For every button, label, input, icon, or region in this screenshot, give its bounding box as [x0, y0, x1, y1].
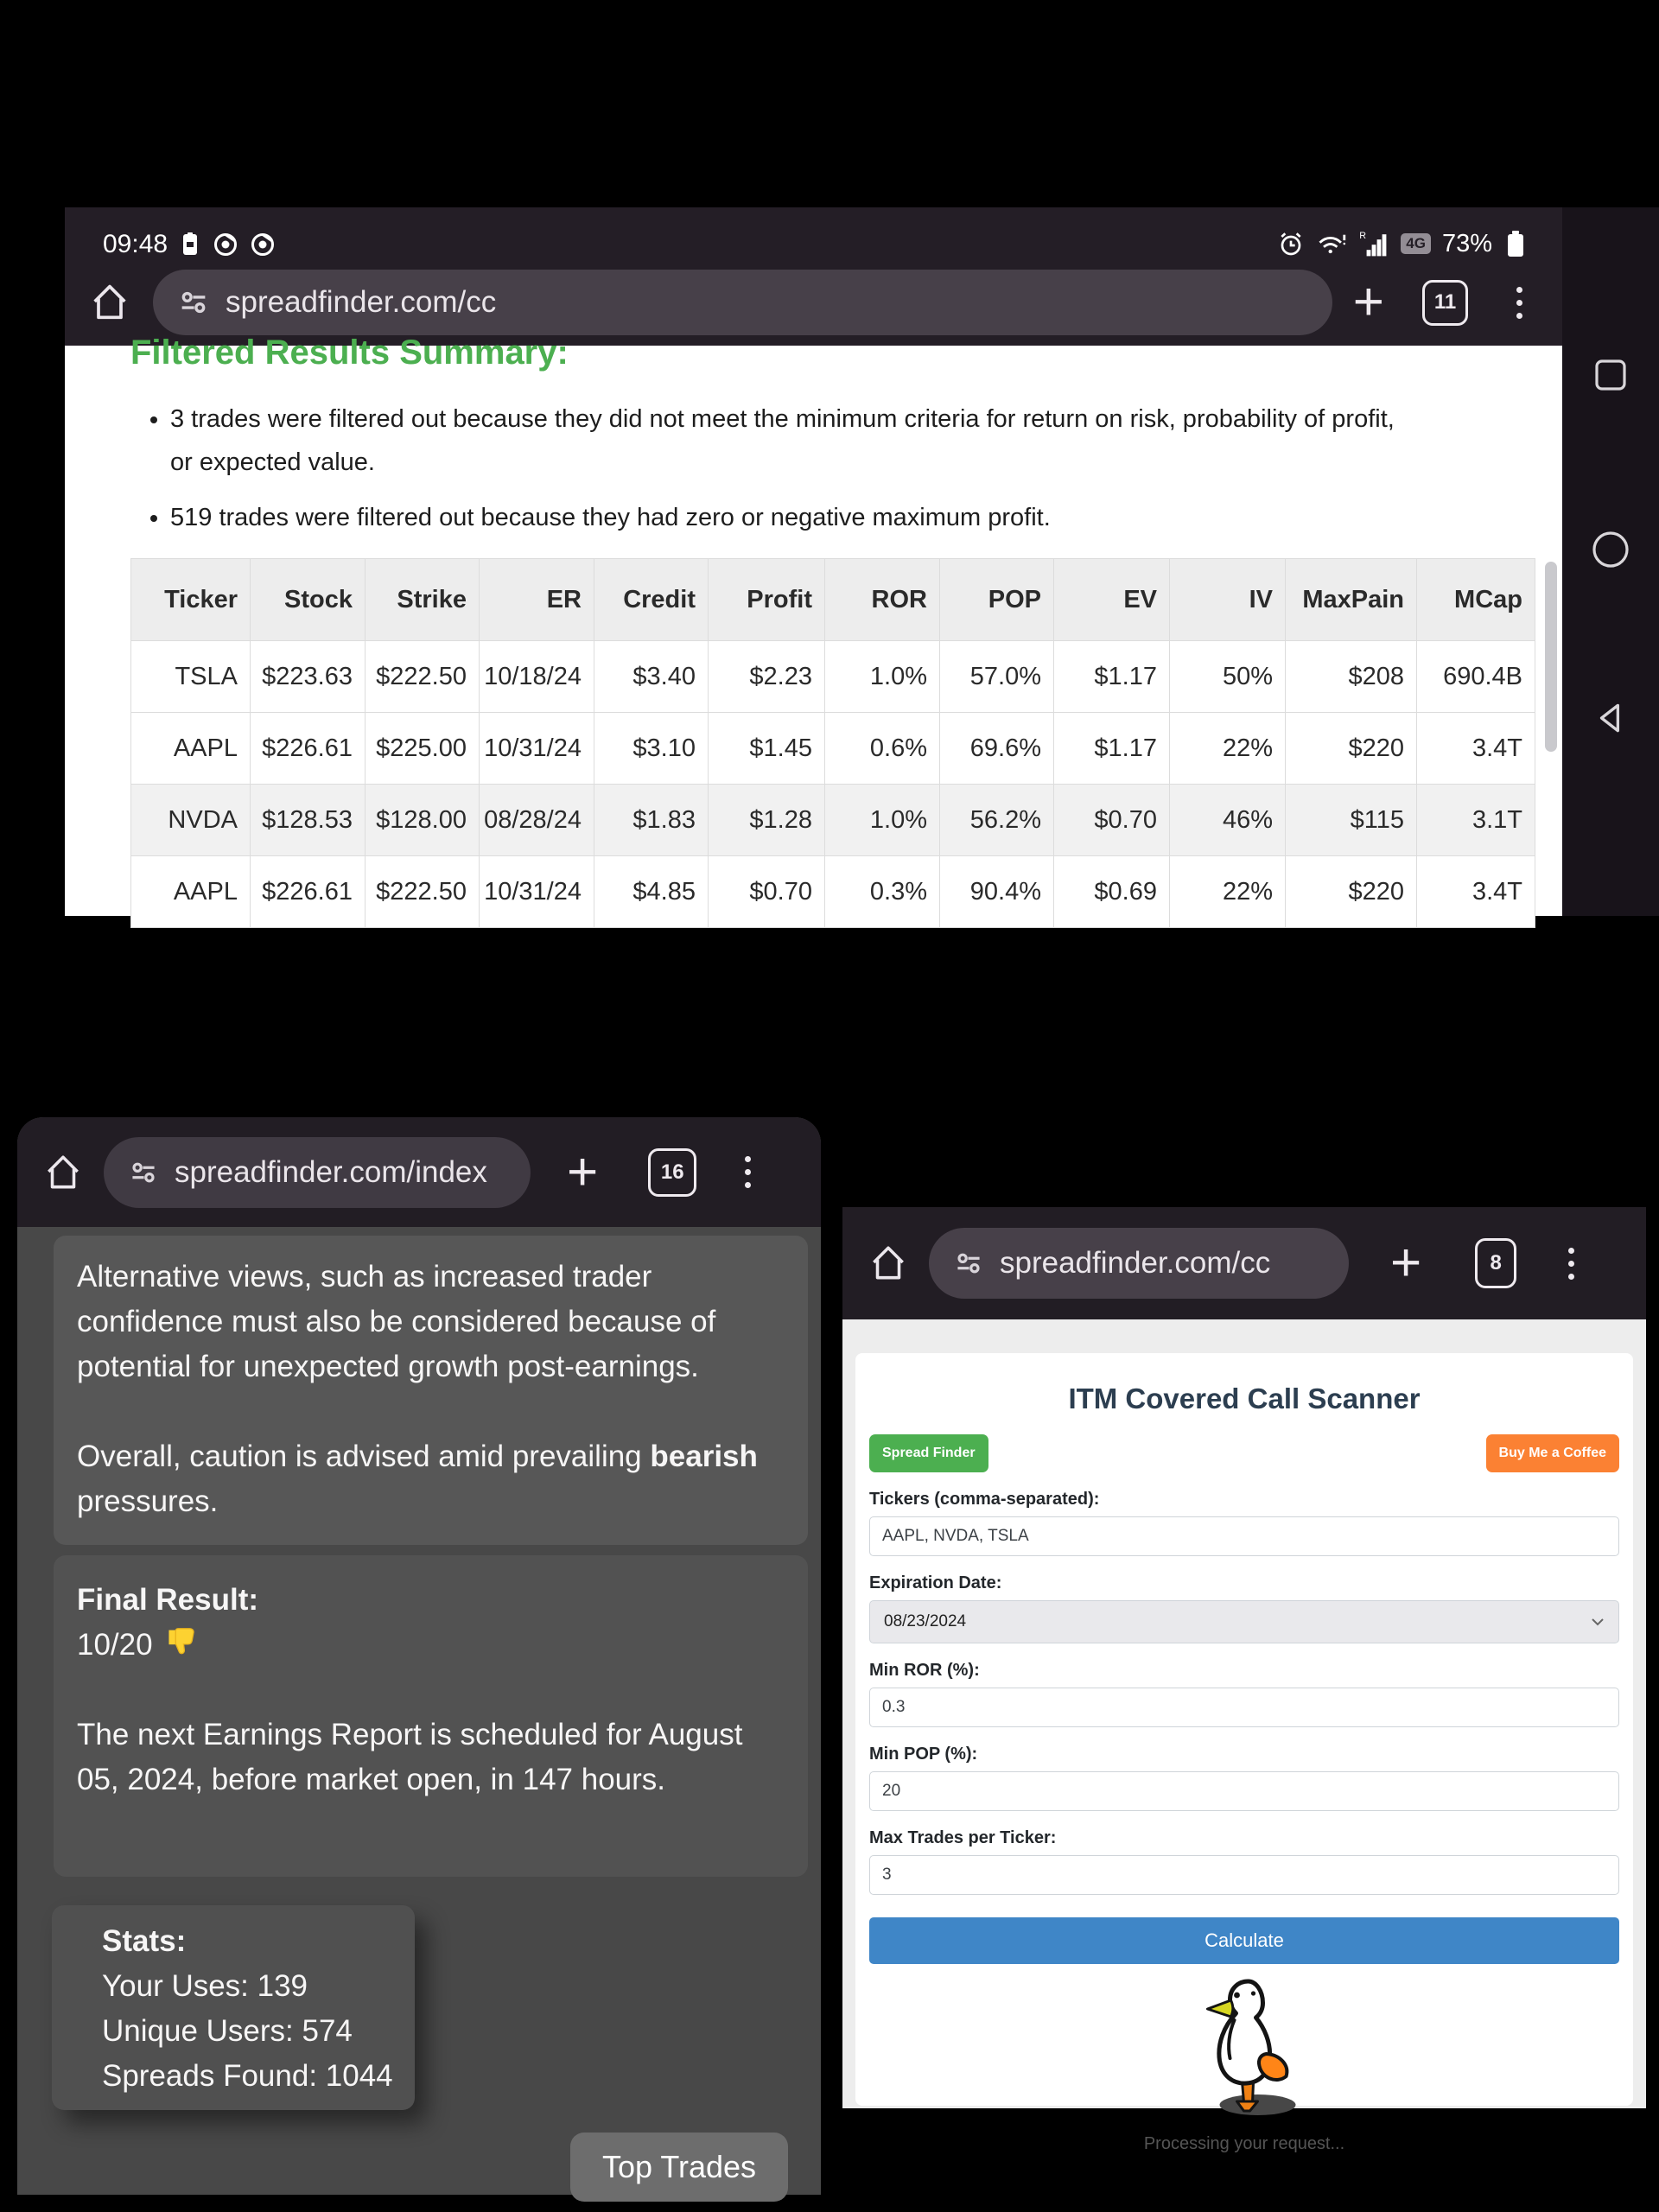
cell: AAPL — [131, 856, 251, 928]
stats-card — [52, 1905, 415, 2110]
menu-button[interactable] — [745, 1156, 751, 1188]
new-tab-button[interactable]: + — [567, 1141, 599, 1202]
cell: 69.6% — [940, 713, 1054, 785]
tab-switcher-button[interactable]: 16 — [648, 1148, 696, 1197]
bottom-left-browser-screenshot — [17, 1117, 821, 2195]
final-result-value — [77, 1623, 785, 1668]
bottom-right-browser-screenshot — [842, 1207, 1646, 2212]
cell: 56.2% — [940, 785, 1054, 856]
cell: 90.4% — [940, 856, 1054, 928]
col-header: POP — [940, 559, 1054, 641]
cell: 57.0% — [940, 641, 1054, 713]
cell: AAPL — [131, 713, 251, 785]
back-nav-button[interactable] — [1591, 698, 1630, 738]
notification-app-icon — [179, 232, 201, 257]
cell: $1.83 — [594, 785, 709, 856]
filter-summary-list — [130, 397, 1397, 539]
home-icon[interactable] — [41, 1151, 85, 1194]
tickers-label: Tickers (comma-separated): — [869, 1490, 1100, 1509]
url-bar[interactable] — [153, 270, 1332, 335]
cell: $128.00 — [365, 785, 480, 856]
min-ror-input[interactable] — [869, 1688, 1619, 1727]
status-bar — [65, 207, 1562, 259]
status-right — [1277, 228, 1528, 259]
tab-switcher-button[interactable]: 11 — [1422, 280, 1468, 326]
col-header: Stock — [251, 559, 365, 641]
max-trades-input[interactable] — [869, 1855, 1619, 1895]
cell: $223.63 — [251, 641, 365, 713]
cell: 22% — [1170, 713, 1286, 785]
cell: $2.23 — [709, 641, 825, 713]
spread-finder-button[interactable]: Spread Finder — [869, 1434, 988, 1472]
menu-button[interactable] — [1568, 1248, 1574, 1280]
stats-label: Stats: — [102, 1924, 187, 1958]
top-trades-button[interactable]: Top Trades — [570, 2133, 788, 2202]
cell: $0.70 — [1054, 785, 1170, 856]
site-settings-icon[interactable] — [955, 1249, 982, 1277]
filter-summary-item: • 519 trades were filtered out because they had zero or negative maximum profit. — [170, 496, 1397, 539]
stats-your-uses: Your Uses: 139 — [102, 1969, 308, 2003]
network-type-badge: 4G — [1401, 233, 1431, 254]
filtered-results-heading: Filtered Results Summary: — [130, 334, 569, 372]
top-browser-chrome — [65, 207, 1562, 346]
svg-text:R: R — [1359, 231, 1367, 241]
cell: 1.0% — [825, 641, 940, 713]
table-row — [131, 785, 1535, 856]
chevron-down-icon — [1591, 1617, 1605, 1627]
processing-status-text: Processing your request... — [1143, 2134, 1345, 2153]
top-browser-screenshot — [65, 207, 1659, 916]
col-header: Strike — [365, 559, 480, 641]
cell: $0.70 — [709, 856, 825, 928]
col-header: MaxPain — [1286, 559, 1417, 641]
next-earnings-text: The next Earnings Report is scheduled for August 05, 2024, before market open, in 147 hours. — [77, 1718, 743, 1796]
cell: TSLA — [131, 641, 251, 713]
conclusion-text: Overall, caution is advised amid prevailing — [77, 1440, 651, 1473]
cell: $1.28 — [709, 785, 825, 856]
cell: $226.61 — [251, 856, 365, 928]
battery-percent-text: 73% — [1441, 229, 1492, 257]
loading-duck-image — [869, 1973, 1619, 2124]
cell: 08/28/24 — [480, 785, 594, 856]
filter-summary-item: • 3 trades were filtered out because they did not meet the minimum criteria for return on risk, probability of profit, or expected value. — [170, 397, 1397, 484]
cell: 3.4T — [1417, 856, 1535, 928]
col-header: ER — [480, 559, 594, 641]
analysis-paragraph: Alternative views, such as increased trader confidence must also be considered because of potential for unexpected growth post-earnings. — [77, 1260, 716, 1383]
col-header: IV — [1170, 559, 1286, 641]
cell: $1.45 — [709, 713, 825, 785]
cell: 46% — [1170, 785, 1286, 856]
browser-toolbar — [17, 1117, 821, 1227]
calculate-button[interactable]: Calculate — [869, 1917, 1619, 1964]
home-nav-button[interactable] — [1590, 529, 1631, 570]
chrome-notification-icon — [213, 232, 238, 257]
cell: $226.61 — [251, 713, 365, 785]
android-nav-bar — [1562, 207, 1659, 916]
buy-me-a-coffee-button[interactable]: Buy Me a Coffee — [1486, 1434, 1619, 1472]
cell: 22% — [1170, 856, 1286, 928]
table-row — [131, 856, 1535, 928]
cell: 10/31/24 — [480, 856, 594, 928]
cell: $220 — [1286, 856, 1417, 928]
table-row — [131, 713, 1535, 785]
site-settings-icon[interactable] — [130, 1159, 157, 1186]
cell: $1.17 — [1054, 641, 1170, 713]
battery-icon — [1503, 228, 1528, 259]
top-browser-main — [65, 207, 1562, 916]
url-text[interactable]: spreadfinder.com/index — [175, 1154, 487, 1189]
home-icon[interactable] — [87, 280, 132, 325]
score-text: 10/20 — [77, 1628, 153, 1662]
stats-unique-users: Unique Users: 574 — [102, 2014, 353, 2048]
bearish-emphasis: bearish — [650, 1440, 758, 1473]
home-icon[interactable] — [867, 1242, 910, 1285]
new-tab-button[interactable]: + — [1352, 272, 1384, 332]
cell: 690.4B — [1417, 641, 1535, 713]
cell: 0.6% — [825, 713, 940, 785]
cell: $220 — [1286, 713, 1417, 785]
cell: $1.17 — [1054, 713, 1170, 785]
status-left — [103, 230, 276, 259]
cell: 3.4T — [1417, 713, 1535, 785]
url-text[interactable]: spreadfinder.com/cc — [226, 285, 497, 319]
url-bar[interactable] — [104, 1137, 531, 1208]
scrollbar-thumb[interactable] — [1545, 562, 1557, 752]
table-row — [131, 641, 1535, 713]
wifi-alert-icon — [1316, 230, 1347, 257]
browser-toolbar — [842, 1207, 1646, 1319]
cell: 10/18/24 — [480, 641, 594, 713]
min-pop-input[interactable] — [869, 1771, 1619, 1811]
thumbs-down-icon — [165, 1625, 200, 1660]
analysis-card — [54, 1236, 808, 1545]
cell: $3.10 — [594, 713, 709, 785]
cell-signal-icon — [1358, 229, 1389, 258]
expiration-date-label: Expiration Date: — [869, 1573, 1002, 1592]
url-text[interactable]: spreadfinder.com/cc — [1000, 1246, 1271, 1280]
cell: $128.53 — [251, 785, 365, 856]
conclusion-text: pressures. — [77, 1484, 219, 1518]
cell: 1.0% — [825, 785, 940, 856]
cell: $222.50 — [365, 856, 480, 928]
cell: $4.85 — [594, 856, 709, 928]
final-result-card — [54, 1555, 808, 1877]
col-header: ROR — [825, 559, 940, 641]
recents-nav-button[interactable] — [1592, 356, 1630, 394]
min-ror-label: Min ROR (%): — [869, 1661, 980, 1680]
tab-switcher-button[interactable]: 8 — [1475, 1238, 1516, 1288]
clock-text: 09:48 — [103, 230, 168, 258]
final-result-label: Final Result: — [77, 1583, 259, 1617]
webpage-background — [842, 1319, 1646, 2153]
cell: $225.00 — [365, 713, 480, 785]
tickers-input[interactable] — [869, 1516, 1619, 1556]
cell: $208 — [1286, 641, 1417, 713]
cell: $3.40 — [594, 641, 709, 713]
col-header: EV — [1054, 559, 1170, 641]
expiration-date-select[interactable] — [869, 1600, 1619, 1643]
menu-button[interactable] — [1516, 287, 1522, 319]
col-header: MCap — [1417, 559, 1535, 641]
alarm-icon — [1277, 230, 1305, 257]
col-header: Credit — [594, 559, 709, 641]
cell: $0.69 — [1054, 856, 1170, 928]
new-tab-button[interactable]: + — [1390, 1233, 1422, 1293]
conclusion-paragraph — [77, 1434, 785, 1524]
col-header: Profit — [709, 559, 825, 641]
stats-spreads-found: Spreads Found: 1044 — [102, 2059, 393, 2093]
webpage-content — [65, 334, 1562, 916]
site-settings-icon[interactable] — [179, 288, 208, 317]
cell: $222.50 — [365, 641, 480, 713]
scanner-card — [855, 1353, 1633, 2153]
cell: $115 — [1286, 785, 1417, 856]
cell: NVDA — [131, 785, 251, 856]
expiration-date-value: 08/23/2024 — [884, 1612, 967, 1630]
chrome-notification-icon-2 — [250, 232, 276, 257]
top-buttons-row — [869, 1434, 1619, 1472]
cell: 3.1T — [1417, 785, 1535, 856]
table-header-row — [131, 559, 1535, 641]
min-pop-label: Min POP (%): — [869, 1745, 978, 1764]
cell: 0.3% — [825, 856, 940, 928]
cell: 10/31/24 — [480, 713, 594, 785]
col-header: Ticker — [131, 559, 251, 641]
url-bar[interactable] — [929, 1228, 1349, 1299]
cell: 50% — [1170, 641, 1286, 713]
trades-table — [130, 558, 1535, 928]
page-title: ITM Covered Call Scanner — [1068, 1382, 1421, 1414]
max-trades-label: Max Trades per Ticker: — [869, 1828, 1057, 1847]
